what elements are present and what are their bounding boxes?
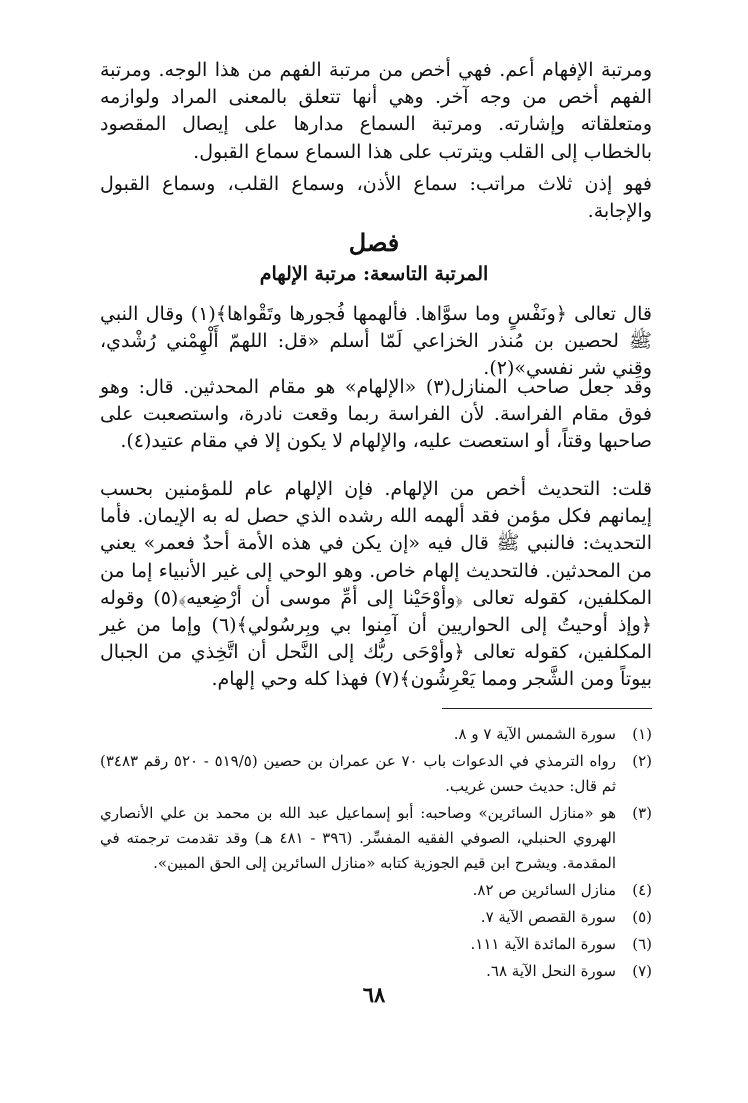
footnote-item	[100, 959, 652, 984]
paragraph-text: فهو إذن ثلاث مراتب: سماع الأذن، وسماع القلب، وسماع القبول والإجابة.	[100, 173, 652, 223]
paragraph-text: وقد جعل صاحب المنازل(٣) «الإلهام» هو مقام المحدثين. قال: وهو فوق مقام الفراسة. لأن الفراسة ربما وقعت نادرة، واستصعبت على صاحبها وقتاً، أو استعصت عليه، والإلهام لا يكون إلا في مقام عتيد(٤).	[100, 376, 652, 453]
footnote-text: سورة المائدة الآية ١١١.	[470, 935, 616, 953]
paragraph-tahdith	[100, 476, 652, 694]
footnote-text: منازل السائرين ص ٨٢.	[472, 881, 616, 899]
footnote-item	[100, 932, 652, 957]
footnote-number: (٣)	[632, 804, 652, 822]
page-number: ٦٨	[362, 982, 386, 1007]
footnote-item	[100, 722, 652, 747]
footnote-item	[100, 749, 652, 799]
footnote-text: رواه الترمذي في الدعوات باب ٧٠ عن عمران بن حصين (٥١٩/٥ - ٥٢٠ رقم ٣٤٨٣) ثم قال: حديث حسن غريب.	[100, 752, 616, 795]
footnote-number: (١)	[632, 725, 652, 743]
paragraph-quran-quote	[100, 301, 652, 383]
footnote-number: (٧)	[632, 962, 652, 980]
footnote-number: (٦)	[632, 935, 652, 953]
footnote-item	[100, 878, 652, 903]
section-heading: فصل	[348, 228, 400, 257]
footnote-divider	[442, 708, 652, 709]
footnote-item	[100, 801, 652, 876]
paragraph-manazil	[100, 374, 652, 456]
paragraph-text: قال تعالى ﴿ونَفْسٍ وما سوَّاها. فألهمها فُجورها وتَقْواها﴾(١) وقال النبي ﷺ لحصين بن مُنذر الخزاعي لَمّا أسلم «قل: اللهمّ أَلْهِمْني رُشْدي، وقِني شر نفسي»(٢).	[100, 303, 652, 380]
paragraph-text: ومرتبة الإفهام أعم. فهي أخص من مرتبة الفهم من هذا الوجه. ومرتبة الفهم أخص من وجه آخر. وهي أنها تتعلق بالمعنى المراد ولوازمه ومتعلقاته وإشارته. ومرتبة السماع مدارها على إيصال المقصود بالخطاب إلى القلب ويترتب على هذا السماع سماع القبول.	[100, 59, 652, 163]
footnote-text: سورة النحل الآية ٦٨.	[486, 962, 616, 980]
footnote-number: (٢)	[632, 752, 652, 770]
paragraph-three-ranks	[100, 171, 652, 225]
footnote-number: (٥)	[632, 908, 652, 926]
footnote-text: سورة القصص الآية ٧.	[480, 908, 616, 926]
paragraph-hearing-ranks	[100, 57, 652, 166]
footnote-item	[100, 905, 652, 930]
paragraph-text: قلت: التحديث أخص من الإلهام. فإن الإلهام عام للمؤمنين بحسب إيمانهم فكل مؤمن فقد ألهمه الله رشده الذي حصل له به الإيمان. فأما التحديث: فالنبي ﷺ قال فيه «إن يكن في هذه الأمة أحدٌ فعمر» يعني من المحدثين. فالتحديث إلهام خاص. وهو الوحي إلى غير الأنبياء إما من المكلفين، كقوله تعالى ﴿وأوْحَيْنا إلى أمِّ موسى أن أرْضِعيه﴾(٥) وقوله ﴿وإذ أوحيتُ إلى الحواريين أن آمِنوا بي وبِرسُولي﴾(٦) وإما من غير المكلفين، كقوله تعالى ﴿وأوْحَى ربُّك إلى النَّحل أن اتَّخِذي من الجبال بيوتاً ومن الشَّجر ومما يَعْرِشُون﴾(٧) فهذا كله وحي إلهام.	[100, 478, 652, 691]
footnote-number: (٤)	[632, 881, 652, 899]
footnote-text: سورة الشمس الآية ٧ و ٨.	[453, 725, 616, 743]
section-subheading: المرتبة التاسعة: مرتبة الإلهام	[259, 263, 489, 285]
footnote-text: هو «منازل السائرين» وصاحبه: أبو إسماعيل عبد الله بن محمد بن علي الأنصاري الهروي الحنبلي، الصوفي الفقيه المفسِّر. (٣٩٦ - ٤٨١ هـ) وقد تقدمت ترجمته في المقدمة. ويشرح ابن قيم الجوزية كتابه «منازل السائرين إلى الحق المبين».	[100, 804, 617, 872]
footnotes-list	[100, 722, 652, 986]
